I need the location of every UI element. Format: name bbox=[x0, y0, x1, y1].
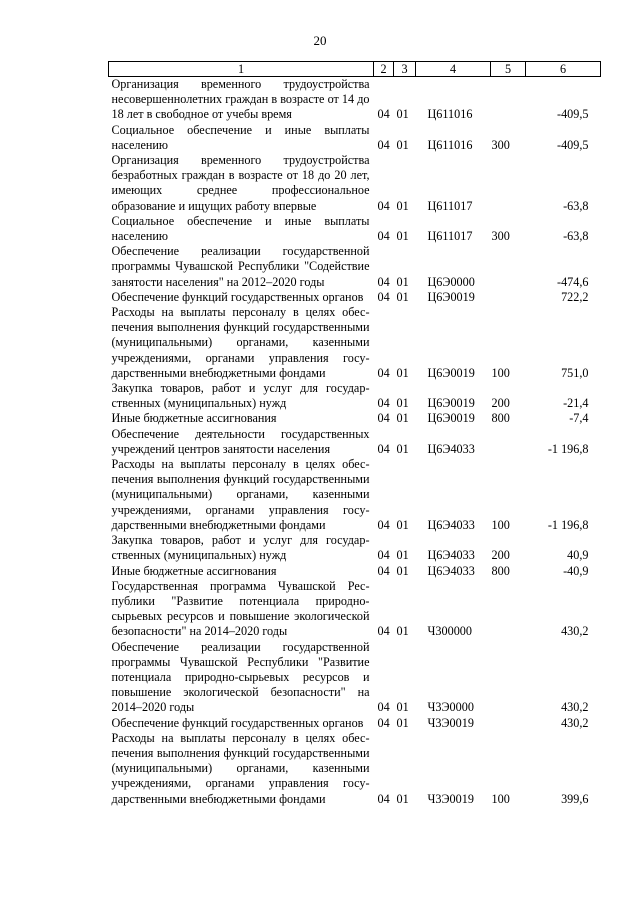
row-name: Расходы на выплаты персоналу в целях обеспечения выполнения функций государственными (муниципальными) органами, казенными учреждениями, органами управления государственными внебюджетными фондами bbox=[111, 305, 370, 380]
table-row bbox=[109, 123, 601, 153]
row-target-article: Ц6Э4033 bbox=[427, 441, 475, 456]
row-subsection: 01 bbox=[396, 700, 409, 715]
row-target-article: Ц6Э0019 bbox=[427, 396, 475, 411]
table-row bbox=[109, 77, 601, 123]
row-subsection: 01 bbox=[396, 137, 409, 152]
row-expense-type: 800 bbox=[491, 563, 510, 578]
row-target-article: Ц6Э4033 bbox=[427, 548, 475, 563]
row-target-article: Ц6Э4033 bbox=[427, 517, 475, 532]
row-target-article: Ц6Э0019 bbox=[427, 289, 475, 304]
row-expense-type bbox=[491, 290, 526, 305]
row-amount: 399,6 bbox=[561, 791, 589, 806]
row-expense-type bbox=[491, 244, 526, 290]
table-row bbox=[109, 290, 601, 305]
row-amount: -474,6 bbox=[557, 274, 589, 289]
table-header-row bbox=[109, 62, 601, 77]
table-row bbox=[109, 153, 601, 214]
table-row bbox=[109, 731, 601, 807]
row-section: 04 bbox=[377, 198, 390, 213]
table-row bbox=[109, 411, 601, 426]
row-name: Обеспечение функций государственных органов bbox=[111, 715, 364, 730]
row-amount: 40,9 bbox=[567, 548, 589, 563]
row-subsection: 01 bbox=[396, 563, 409, 578]
table-row bbox=[109, 640, 601, 716]
table-row bbox=[109, 716, 601, 731]
page-number: 20 bbox=[313, 33, 327, 48]
row-section: 04 bbox=[377, 365, 390, 380]
header-col-4: 4 bbox=[416, 62, 491, 77]
row-expense-type: 200 bbox=[491, 548, 510, 563]
row-target-article: Ч300000 bbox=[427, 624, 472, 639]
row-subsection: 01 bbox=[396, 229, 409, 244]
row-name: Иные бюджетные ассигнования bbox=[111, 411, 277, 426]
row-section: 04 bbox=[377, 517, 390, 532]
row-subsection: 01 bbox=[396, 441, 409, 456]
row-amount: -1 196,8 bbox=[547, 441, 589, 456]
row-expense-type: 300 bbox=[491, 137, 510, 152]
row-target-article: Ц611017 bbox=[427, 229, 473, 244]
row-name: Закупка товаров, работ и услуг для государственных (муниципальных) нужд bbox=[111, 533, 370, 563]
row-amount: -1 196,8 bbox=[547, 517, 589, 532]
row-section: 04 bbox=[377, 563, 390, 578]
header-col-5: 5 bbox=[491, 62, 526, 77]
table-row bbox=[109, 427, 601, 457]
row-subsection: 01 bbox=[396, 411, 409, 426]
row-subsection: 01 bbox=[396, 198, 409, 213]
row-expense-type: 100 bbox=[491, 365, 510, 380]
row-target-article: Ц611016 bbox=[427, 137, 473, 152]
row-amount: 430,2 bbox=[561, 715, 589, 730]
row-target-article: Ц611016 bbox=[427, 107, 473, 122]
row-name: Закупка товаров, работ и услуг для государственных (муниципальных) нужд bbox=[111, 381, 370, 411]
row-target-article: Ц6Э0000 bbox=[427, 274, 475, 289]
table-row bbox=[109, 305, 601, 381]
row-expense-type: 100 bbox=[491, 517, 510, 532]
header-col-1: 1 bbox=[109, 62, 374, 77]
row-expense-type: 800 bbox=[491, 411, 510, 426]
table-row bbox=[109, 579, 601, 640]
row-name: Расходы на выплаты персоналу в целях обеспечения выполнения функций государственными (муниципальными) органами, казенными учреждениями, органами управления государственными внебюджетными фондами bbox=[111, 730, 370, 806]
row-section: 04 bbox=[377, 107, 390, 122]
row-subsection: 01 bbox=[396, 289, 409, 304]
row-subsection: 01 bbox=[396, 715, 409, 730]
row-section: 04 bbox=[377, 715, 390, 730]
row-expense-type: 300 bbox=[491, 229, 510, 244]
row-target-article: Ч3Э0019 bbox=[427, 791, 474, 806]
row-expense-type bbox=[491, 716, 526, 731]
header-col-6: 6 bbox=[526, 62, 601, 77]
row-subsection: 01 bbox=[396, 107, 409, 122]
row-subsection: 01 bbox=[396, 365, 409, 380]
row-expense-type bbox=[491, 77, 526, 123]
row-subsection: 01 bbox=[396, 791, 409, 806]
row-section: 04 bbox=[377, 700, 390, 715]
table-row bbox=[109, 244, 601, 290]
row-section: 04 bbox=[377, 411, 390, 426]
row-name: Организация временного трудоустройства безработных граждан в возрасте от 18 до 20 лет, имеющих среднее профессиональное образование и ищущих работу впервые bbox=[111, 153, 370, 213]
row-name: Обеспечение деятельности государственных учреждений центров занятости населения bbox=[111, 426, 370, 456]
row-expense-type bbox=[491, 579, 526, 640]
row-target-article: Ц6Э0019 bbox=[427, 365, 475, 380]
row-section: 04 bbox=[377, 624, 390, 639]
row-amount: -409,5 bbox=[557, 137, 589, 152]
row-name: Расходы на выплаты персоналу в целях обеспечения выполнения функций государственными (муниципальными) органами, казенными учреждениями, органами управления государственными внебюджетными фондами bbox=[111, 457, 370, 532]
row-name: Организация временного трудоустройства несовершеннолетних граждан в возрасте от 14 до 18 лет в свободное от учебы время bbox=[111, 77, 370, 122]
row-subsection: 01 bbox=[396, 396, 409, 411]
row-section: 04 bbox=[377, 289, 390, 304]
row-section: 04 bbox=[377, 396, 390, 411]
row-expense-type bbox=[491, 153, 526, 214]
row-subsection: 01 bbox=[396, 548, 409, 563]
row-name: Обеспечение функций государственных органов bbox=[111, 289, 364, 304]
row-expense-type bbox=[491, 640, 526, 716]
table-row bbox=[109, 214, 601, 244]
row-amount: -7,4 bbox=[569, 411, 589, 426]
table-row bbox=[109, 533, 601, 563]
row-name: Обеспечение реализации государственной программы Чувашской Республики "Развитие потенциала природно-сырьевых ресурсов и повышение экологической безопасности" на 2014–2020 годы bbox=[111, 639, 370, 715]
table-row bbox=[109, 564, 601, 579]
row-amount: 722,2 bbox=[561, 289, 589, 304]
row-subsection: 01 bbox=[396, 624, 409, 639]
row-name: Государственная программа Чувашской Республики "Развитие потенциала природно-сырьевых ресурсов и повышение экологической безопасности" на 2014–2020 годы bbox=[111, 578, 370, 639]
row-amount: -63,8 bbox=[563, 198, 589, 213]
row-expense-type bbox=[491, 427, 526, 457]
row-target-article: Ц611017 bbox=[427, 198, 473, 213]
row-section: 04 bbox=[377, 274, 390, 289]
header-col-3: 3 bbox=[394, 62, 416, 77]
row-target-article: Ч3Э0000 bbox=[427, 700, 474, 715]
row-name: Обеспечение реализации государственной программы Чувашской Республики "Содействие занятости населения" на 2012–2020 годы bbox=[111, 244, 370, 289]
row-section: 04 bbox=[377, 137, 390, 152]
row-section: 04 bbox=[377, 791, 390, 806]
row-name: Иные бюджетные ассигнования bbox=[111, 563, 277, 578]
row-subsection: 01 bbox=[396, 274, 409, 289]
table-row bbox=[109, 381, 601, 411]
row-amount: -21,4 bbox=[563, 396, 589, 411]
row-amount: -63,8 bbox=[563, 229, 589, 244]
row-subsection: 01 bbox=[396, 517, 409, 532]
row-amount: 430,2 bbox=[561, 700, 589, 715]
header-col-2: 2 bbox=[374, 62, 394, 77]
row-target-article: Ц6Э0019 bbox=[427, 411, 475, 426]
row-name: Социальное обеспечение и иные выплаты населению bbox=[111, 213, 370, 244]
row-target-article: Ц6Э4033 bbox=[427, 563, 475, 578]
row-section: 04 bbox=[377, 229, 390, 244]
row-amount: 430,2 bbox=[561, 624, 589, 639]
row-amount: -40,9 bbox=[563, 563, 589, 578]
row-expense-type: 200 bbox=[491, 396, 510, 411]
row-target-article: Ч3Э0019 bbox=[427, 715, 474, 730]
row-expense-type: 100 bbox=[491, 791, 510, 806]
budget-table bbox=[108, 61, 601, 807]
table-row bbox=[109, 457, 601, 533]
row-amount: -409,5 bbox=[557, 107, 589, 122]
row-section: 04 bbox=[377, 548, 390, 563]
row-section: 04 bbox=[377, 441, 390, 456]
row-amount: 751,0 bbox=[561, 365, 589, 380]
row-name: Социальное обеспечение и иные выплаты населению bbox=[111, 122, 370, 152]
